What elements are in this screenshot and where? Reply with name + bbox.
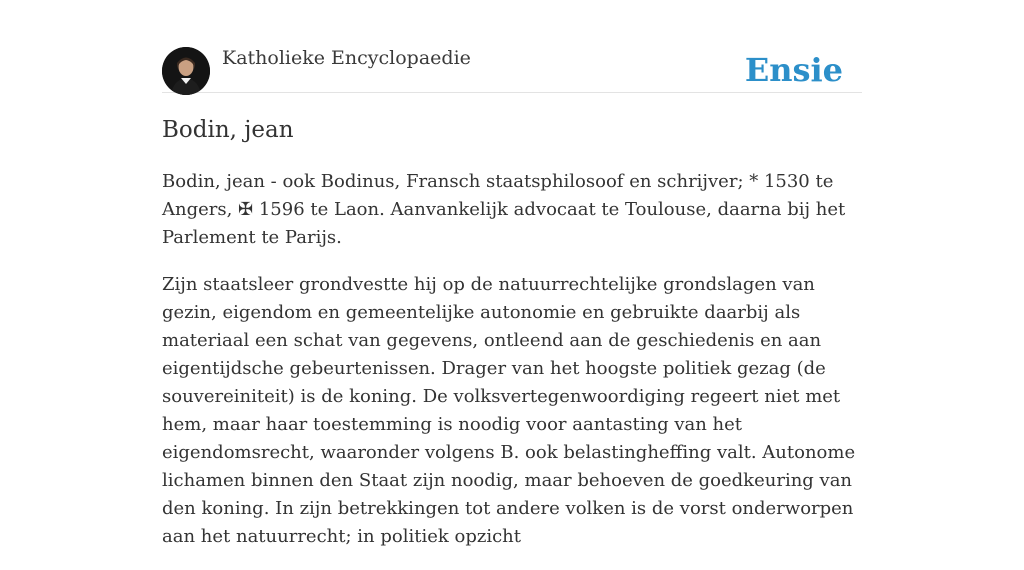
article-paragraph: Bodin, jean - ook Bodinus, Fransch staatsphilosoof en schrijver; * 1530 te Angers, ✠ 1596 te Laon. Aanvankelijk advocaat te Toulouse, daarna bij het Parlement te Parijs. (162, 171, 846, 248)
site-header (162, 46, 862, 93)
portrait-avatar-icon[interactable] (162, 47, 210, 95)
source-name-link[interactable]: Katholieke Encyclopaedie (222, 47, 471, 69)
article-paragraph: Zijn staatsleer grondvestte hij op de natuurrechtelijke grondslagen van gezin, eigendom en gemeentelijke autonomie en gebruikte daarbij als materiaal een schat van gegevens, ontleend aan de geschiedenis en aan eigentijdsche gebeurtenissen. Drager van het hoogste politiek gezag (de souvereiniteit) is de koning. De volksvertegenwoordiging regeert niet met hem, maar haar toestemming is noodig voor aantasting van het eigendomsrecht, waaronder volgens B. ook belastingheffing valt. Autonome lichamen binnen den Staat zijn noodig, maar behoeven de goedkeuring van den koning. In zijn betrekkingen tot andere volken is de vorst onderworpen aan het natuurrecht; in politiek opzicht (162, 274, 856, 547)
article-title: Bodin, jean (162, 117, 294, 143)
article-body (162, 168, 862, 570)
brand-logo-link[interactable]: Ensie (744, 51, 843, 89)
